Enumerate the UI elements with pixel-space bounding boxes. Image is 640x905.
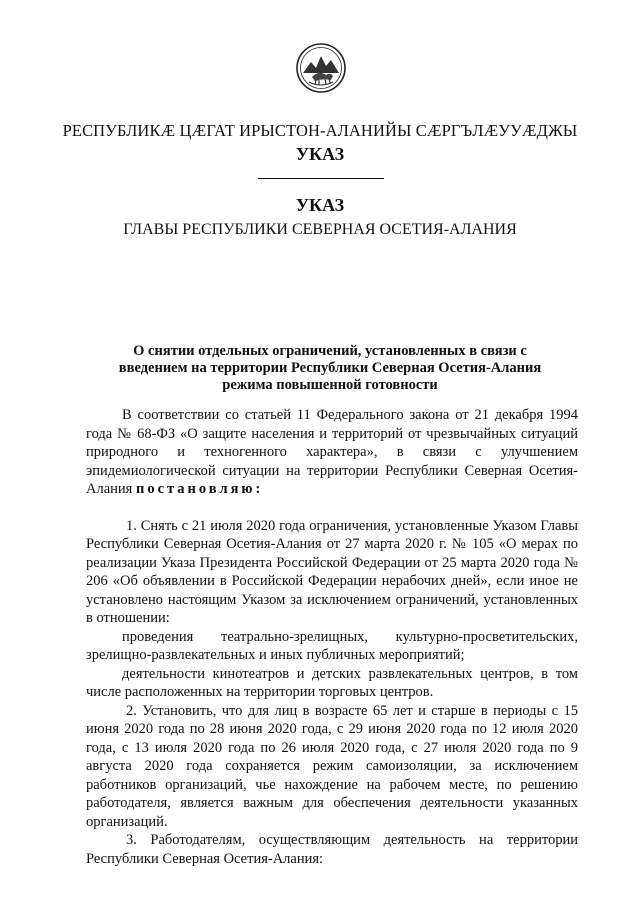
- document-title: [90, 343, 570, 394]
- item-1-paragraph: 1. Снять с 21 июля 2020 года ограничения, установленные Указом Главы Республики Северная Осетия-Алания от 27 марта 2020 г. № 105 «О мерах по реализации Указа Президента Российской Федерации от 25 марта 2020 года № 206 «Об объявлении в Российской Федерации нерабочих дней», если иное не установлено настоящим Указом за исключением ограничений, установленных в отношении:: [86, 517, 578, 626]
- header-divider: [258, 178, 384, 179]
- preamble-text: В соответствии со статьей 11 Федерального закона от 21 декабря 1994 года № 68-ФЗ «О защите населения и территорий от чрезвычайных ситуаций природного и техногенного характера», в связи с улучшением эпидемиологической ситуации на территории Республики Северная Осетия-Алания: [86, 407, 578, 497]
- document-title-line-3: режима повышенной готовности: [222, 377, 438, 393]
- head-of-republic-line: ГЛАВЫ РЕСПУБЛИКИ СЕВЕРНАЯ ОСЕТИЯ-АЛАНИЯ: [123, 221, 517, 238]
- preamble-paragraph: [86, 406, 578, 499]
- decree-word: постановляю:: [135, 481, 264, 497]
- decree-body: [86, 406, 578, 868]
- russian-decree-heading: УКАЗ: [295, 195, 345, 215]
- document-title-line-2: введением на территории Республики Северная Осетия-Алания: [118, 360, 542, 376]
- item-3-paragraph: 3. Работодателям, осуществляющим деятельность на территории Республики Северная Осетия-Алания:: [86, 832, 578, 867]
- item-1-subitem-2: деятельности кинотеатров и детских развлекательных центров, в том числе расположенных на территории торговых центров.: [86, 665, 578, 700]
- ossetian-header-line: РЕСПУБЛИКӔ ЦӔГАТ ИРЫСТОН-АЛАНИЙЫ СӔРГЪЛӔУУӔДЖЫ: [62, 121, 578, 140]
- coat-of-arms-icon: [295, 42, 347, 94]
- document-title-line-1: О снятии отдельных ограничений, установленных в связи с: [133, 343, 527, 359]
- item-1-subitem-1: проведения театрально-зрелищных, культурно-просветительских, зрелищно-развлекательных и иных публичных мероприятий;: [86, 628, 578, 663]
- ossetian-decree-heading: УКАЗ: [295, 144, 345, 164]
- item-2-paragraph: 2. Установить, что для лиц в возрасте 65 лет и старше в периоды с 15 июня 2020 года по 28 июня 2020 года, с 29 июня 2020 года по 12 июля 2020 года, с 13 июля 2020 года по 26 июля 2020 года, с 27 июля 2020 года по 9 августа 2020 года сохраняется режим самоизоляции, за исключением работников организаций, чье нахождение на рабочем месте, по решению работодателя, является важным для обеспечения деятельности указанных организаций.: [86, 702, 578, 830]
